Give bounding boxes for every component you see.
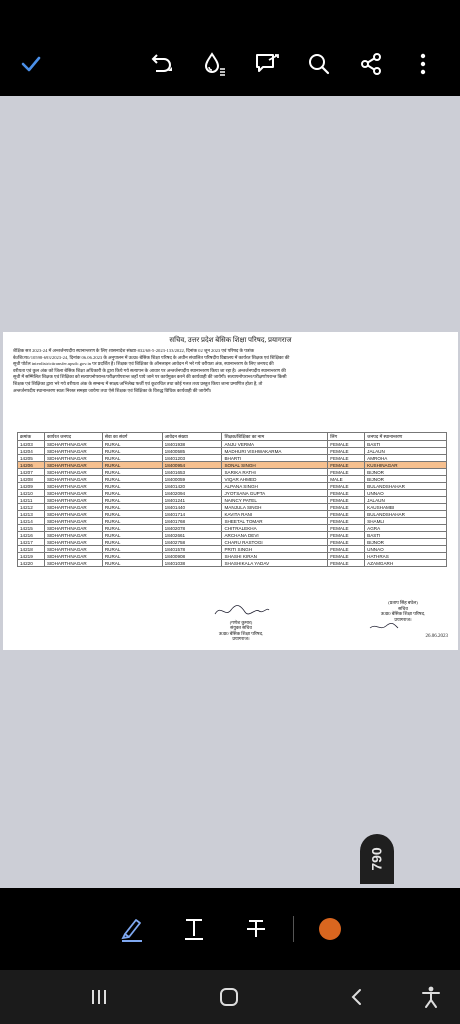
cell-name: SARIKA RATHI bbox=[222, 469, 328, 476]
cell-district: SIDHARTHNAGAR bbox=[44, 462, 102, 469]
cell-gender: FEMALE bbox=[328, 539, 365, 546]
cell-application: 18402094 bbox=[162, 490, 222, 497]
cell-transfer-district: KUSHINAGAR bbox=[365, 462, 447, 469]
table-body bbox=[18, 441, 447, 567]
cell-gender: FEMALE bbox=[328, 483, 365, 490]
table-row bbox=[18, 497, 447, 504]
undo-icon[interactable] bbox=[146, 49, 176, 79]
cell-name: JYOTSANA GUPTA bbox=[222, 490, 328, 497]
table-row bbox=[18, 511, 447, 518]
cell-transfer-district: UNNAO bbox=[365, 490, 447, 497]
table-row bbox=[18, 560, 447, 567]
cell-cadre: RURAL bbox=[102, 448, 162, 455]
table-row bbox=[18, 518, 447, 525]
page-title: सचिव, उत्तर प्रदेश बेसिक शिक्षा परिषद, प्रयागराज bbox=[169, 336, 292, 344]
markup-tools-bar bbox=[0, 888, 460, 970]
share-icon[interactable] bbox=[356, 49, 386, 79]
transfer-table bbox=[17, 432, 447, 567]
table-row bbox=[18, 490, 447, 497]
page-number-text: 790 bbox=[368, 847, 385, 871]
cell-transfer-district: BASTI bbox=[365, 532, 447, 539]
cell-serial: 14218 bbox=[18, 546, 45, 553]
table-row bbox=[18, 448, 447, 455]
cell-name: PRITI SINGH bbox=[222, 546, 328, 553]
color-swatch-icon[interactable] bbox=[315, 914, 345, 944]
cell-gender: FEMALE bbox=[328, 504, 365, 511]
notice-line: शैक्षिक सत्र 2023-24 में अन्तर्जनपदीय स्थानान्तरण के लिए शासनादेश संख्या-832/68-5-2023-133/2022, दिनांक 02 जून 2023 एवं परिषद के पत्रांक bbox=[13, 348, 255, 353]
cell-name: SHASHI KIRAN bbox=[222, 553, 328, 560]
table-row bbox=[18, 462, 447, 469]
signature-secretary bbox=[358, 600, 448, 648]
col-header-district: कार्यरत जनपद bbox=[44, 433, 102, 441]
cell-name: MANJULA SINGH bbox=[222, 504, 328, 511]
cell-gender: FEMALE bbox=[328, 511, 365, 518]
cell-name: SHASHIKALA YADAV bbox=[222, 560, 328, 567]
cell-district: SIDHARTHNAGAR bbox=[44, 490, 102, 497]
cell-cadre: RURAL bbox=[102, 546, 162, 553]
col-header-cadre: सेवा का संवर्ग bbox=[102, 433, 162, 441]
status-bar bbox=[0, 0, 460, 34]
check-icon[interactable] bbox=[16, 49, 46, 79]
cell-gender: FEMALE bbox=[328, 490, 365, 497]
cell-name: BHARTI bbox=[222, 455, 328, 462]
signatory-designation: संयुक्त सचिव bbox=[230, 625, 252, 631]
cell-cadre: RURAL bbox=[102, 504, 162, 511]
table-row bbox=[18, 455, 447, 462]
cell-name: ALPANA SINGH bbox=[222, 483, 328, 490]
signatory-designation: सचिव bbox=[398, 605, 408, 611]
cell-serial: 14215 bbox=[18, 525, 45, 532]
cell-serial: 14216 bbox=[18, 532, 45, 539]
cell-application: 18401038 bbox=[162, 560, 222, 567]
cell-cadre: RURAL bbox=[102, 532, 162, 539]
cell-application: 18400908 bbox=[162, 553, 222, 560]
cell-gender: FEMALE bbox=[328, 546, 365, 553]
cell-gender: FEMALE bbox=[328, 525, 365, 532]
table-row bbox=[18, 539, 447, 546]
cell-name: NAINCY PATEL bbox=[222, 497, 328, 504]
handwritten-signature-left bbox=[211, 604, 271, 618]
cell-transfer-district: BASTI bbox=[365, 441, 447, 448]
signatory-office: उ0प्र0 बेसिक शिक्षा परिषद, bbox=[218, 630, 264, 636]
cell-cadre: RURAL bbox=[102, 469, 162, 476]
cell-application: 18401653 bbox=[162, 469, 222, 476]
cell-district: SIDHARTHNAGAR bbox=[44, 476, 102, 483]
document-viewer[interactable] bbox=[0, 96, 460, 888]
cell-application: 18402758 bbox=[162, 539, 222, 546]
cell-serial: 14208 bbox=[18, 476, 45, 483]
table-row bbox=[18, 525, 447, 532]
cell-transfer-district: JALAUN bbox=[365, 448, 447, 455]
table-row bbox=[18, 553, 447, 560]
cell-name: MADHURI VISHWAKARMA bbox=[222, 448, 328, 455]
cell-cadre: RURAL bbox=[102, 518, 162, 525]
cell-gender: MALE bbox=[328, 476, 365, 483]
cell-application: 18400954 bbox=[162, 462, 222, 469]
cell-application: 18401440 bbox=[162, 504, 222, 511]
cell-district: SIDHARTHNAGAR bbox=[44, 448, 102, 455]
comment-icon[interactable] bbox=[252, 49, 282, 79]
cell-district: SIDHARTHNAGAR bbox=[44, 441, 102, 448]
notice-line: अन्तर्जनपदीय स्थानान्तरण स्वतः निरस्त समझा जायेगा तथा ऐसे शिक्षक एवं शिक्षिका के विरुद्ध विधिक कार्यवाही की जायेगी। bbox=[13, 387, 212, 393]
table-row bbox=[18, 546, 447, 553]
cell-name: ARCHANA DEVI bbox=[222, 532, 328, 539]
cell-application: 18402661 bbox=[162, 532, 222, 539]
cell-application: 18401203 bbox=[162, 455, 222, 462]
cell-district: SIDHARTHNAGAR bbox=[44, 455, 102, 462]
cell-transfer-district: AGRA bbox=[365, 525, 447, 532]
cell-name: VIQAR AHMED bbox=[222, 476, 328, 483]
cell-district: SIDHARTHNAGAR bbox=[44, 511, 102, 518]
table-header-row bbox=[18, 433, 447, 441]
cell-transfer-district: AZAMGARH bbox=[365, 560, 447, 567]
accessibility-icon[interactable] bbox=[416, 982, 446, 1012]
cell-application: 18401938 bbox=[162, 441, 222, 448]
cell-transfer-district: BULANDSHAHAR bbox=[365, 511, 447, 518]
cell-cadre: RURAL bbox=[102, 476, 162, 483]
signatory-office: उ0प्र0 बेसिक शिक्षा परिषद, bbox=[380, 611, 426, 617]
cell-district: SIDHARTHNAGAR bbox=[44, 546, 102, 553]
cell-gender: FEMALE bbox=[328, 518, 365, 525]
cell-serial: 14220 bbox=[18, 560, 45, 567]
cell-transfer-district: BULANDSHAHAR bbox=[365, 483, 447, 490]
cell-district: SIDHARTHNAGAR bbox=[44, 539, 102, 546]
cell-serial: 14214 bbox=[18, 518, 45, 525]
cell-transfer-district: BIJNOR bbox=[365, 539, 447, 546]
cell-gender: FEMALE bbox=[328, 462, 365, 469]
cell-transfer-district: AMROHA bbox=[365, 455, 447, 462]
table-row bbox=[18, 504, 447, 511]
system-navigation-bar bbox=[0, 970, 460, 1024]
cell-district: SIDHARTHNAGAR bbox=[44, 532, 102, 539]
table-row bbox=[18, 532, 447, 539]
notice-line: वरीयता एवं कुल अंक को जिला बेसिक शिक्षा अधिकारी के द्वारा किये गये सत्यापन के आधार पर अन्तर्जनपदीय स्थानान्तरण किया जा रहा है। अन्तर्जनपदीय स्थानान्तरण की bbox=[13, 367, 286, 373]
cell-district: SIDHARTHNAGAR bbox=[44, 553, 102, 560]
home-icon[interactable] bbox=[214, 982, 244, 1012]
cell-serial: 14211 bbox=[18, 497, 45, 504]
cell-district: SIDHARTHNAGAR bbox=[44, 497, 102, 504]
table-row bbox=[18, 469, 447, 476]
highlighter-icon[interactable] bbox=[117, 914, 147, 944]
cell-transfer-district: SHAMLI bbox=[365, 518, 447, 525]
cell-name: KAVITA RANI bbox=[222, 511, 328, 518]
cell-name: SHEETAL TOMAR bbox=[222, 518, 328, 525]
signatory-name: (गणेश कुमार) bbox=[229, 619, 253, 625]
cell-cadre: RURAL bbox=[102, 525, 162, 532]
page-number-indicator[interactable] bbox=[360, 834, 394, 884]
table-row bbox=[18, 476, 447, 483]
cell-transfer-district: BIJNOR bbox=[365, 476, 447, 483]
notice-line: सूची पोर्टल interdistricttransfer.upsdc.gov.in पर प्रदर्शित है। शिक्षक एवं शिक्षिका के ऑनलाइन आवेदन में भरे गये वरीयता अंक, स्थानान्तरण के लिए जनपद की bbox=[13, 361, 274, 367]
cell-cadre: RURAL bbox=[102, 511, 162, 518]
cell-serial: 14209 bbox=[18, 483, 45, 490]
cell-gender: FEMALE bbox=[328, 469, 365, 476]
cell-serial: 14219 bbox=[18, 553, 45, 560]
cell-transfer-district: UNNAO bbox=[365, 546, 447, 553]
signature-joint-secretary bbox=[201, 604, 281, 648]
cell-cadre: RURAL bbox=[102, 490, 162, 497]
strikethrough-icon[interactable] bbox=[241, 914, 271, 944]
cell-name: CHARU RASTOGI bbox=[222, 539, 328, 546]
notice-line: सूची में सम्मिलित शिक्षक एवं शिक्षिका को सत्यापनोपरान्त/परीक्षणोपरान्त जहाँ पाये जाने पर कार्यमुक्त करने की कार्यवाही की जायेगी। सत्यापनोपरान्त/परीक्षणोपरान्त किसी bbox=[13, 374, 287, 380]
cell-serial: 14217 bbox=[18, 539, 45, 546]
cell-serial: 14204 bbox=[18, 448, 45, 455]
back-icon[interactable] bbox=[342, 982, 372, 1012]
cell-cadre: RURAL bbox=[102, 483, 162, 490]
cell-application: 18401714 bbox=[162, 511, 222, 518]
cell-serial: 14212 bbox=[18, 504, 45, 511]
cell-application: 18400059 bbox=[162, 476, 222, 483]
cell-application: 18401768 bbox=[162, 518, 222, 525]
cell-gender: FEMALE bbox=[328, 441, 365, 448]
tool-divider bbox=[293, 916, 294, 942]
more-icon[interactable] bbox=[408, 49, 438, 79]
recents-icon[interactable] bbox=[84, 982, 114, 1012]
notice-line: शिक्षक एवं शिक्षिका द्वारा भरे गये वरीयता अंक के सम्बन्ध में साक्ष्य/अभिलेख फर्जी एवं कूटरचित तथा कोई गलत तथ्य प्रस्तुत किया जाना प्रमाणित होता है, तो bbox=[13, 380, 263, 386]
cell-transfer-district: BIJNOR bbox=[365, 469, 447, 476]
cell-serial: 14210 bbox=[18, 490, 45, 497]
cell-district: SIDHARTHNAGAR bbox=[44, 518, 102, 525]
handwritten-signature-right bbox=[368, 622, 438, 632]
col-header-transfer-district: जनपद में स्थानान्तरण bbox=[365, 433, 447, 441]
cell-district: SIDHARTHNAGAR bbox=[44, 504, 102, 511]
cell-district: SIDHARTHNAGAR bbox=[44, 525, 102, 532]
col-header-gender: लिंग bbox=[328, 433, 365, 441]
cell-district: SIDHARTHNAGAR bbox=[44, 560, 102, 567]
signatory-city: प्रयागराज। bbox=[394, 616, 412, 622]
cell-name: SONAL SINGH bbox=[222, 462, 328, 469]
table-row bbox=[18, 441, 447, 448]
cell-cadre: RURAL bbox=[102, 462, 162, 469]
cell-application: 18402078 bbox=[162, 525, 222, 532]
notice-line: बे0शि0प0/10598-693/2023-24, दिनांक 06.06.2023 के अनुपालन में उ0प्र0 बेसिक शिक्षा परिषद के अधीन संचालित परिषदीय विद्यालय में कार्यरत शिक्षक एवं शिक्षिका की bbox=[13, 354, 290, 360]
cell-district: SIDHARTHNAGAR bbox=[44, 469, 102, 476]
table-row bbox=[18, 483, 447, 490]
cell-transfer-district: JALAUN bbox=[365, 497, 447, 504]
cell-serial: 14213 bbox=[18, 511, 45, 518]
col-header-application: आवेदन संख्या bbox=[162, 433, 222, 441]
cell-serial: 14206 bbox=[18, 462, 45, 469]
cell-gender: FEMALE bbox=[328, 553, 365, 560]
cell-application: 18401578 bbox=[162, 546, 222, 553]
cell-cadre: RURAL bbox=[102, 560, 162, 567]
text-icon[interactable] bbox=[179, 914, 209, 944]
cell-transfer-district: HATHRAS bbox=[365, 553, 447, 560]
col-header-name: शिक्षक/शिक्षिका का नाम bbox=[222, 433, 328, 441]
cell-gender: FEMALE bbox=[328, 497, 365, 504]
cell-gender: FEMALE bbox=[328, 448, 365, 455]
cell-name: ANJU VERMA bbox=[222, 441, 328, 448]
cell-application: 18401420 bbox=[162, 483, 222, 490]
cell-name: CHITRALEKHA bbox=[222, 525, 328, 532]
signature-date: 26.06.2023 bbox=[425, 633, 448, 639]
cell-application: 18400585 bbox=[162, 448, 222, 455]
cell-cadre: RURAL bbox=[102, 441, 162, 448]
ink-drop-icon[interactable] bbox=[199, 49, 229, 79]
annotation-toolbar bbox=[0, 34, 460, 96]
cell-application: 18401241 bbox=[162, 497, 222, 504]
signatory-city: प्रयागराज। bbox=[232, 636, 250, 642]
notice-paragraph bbox=[13, 348, 450, 420]
cell-gender: FEMALE bbox=[328, 455, 365, 462]
cell-transfer-district: KAUSHAMBI bbox=[365, 504, 447, 511]
cell-gender: FEMALE bbox=[328, 532, 365, 539]
cell-cadre: RURAL bbox=[102, 553, 162, 560]
cell-cadre: RURAL bbox=[102, 539, 162, 546]
col-header-serial: क्रमांक bbox=[18, 433, 45, 441]
cell-serial: 14207 bbox=[18, 469, 45, 476]
pdf-page[interactable] bbox=[3, 332, 458, 650]
cell-cadre: RURAL bbox=[102, 455, 162, 462]
cell-district: SIDHARTHNAGAR bbox=[44, 483, 102, 490]
cell-cadre: RURAL bbox=[102, 497, 162, 504]
cell-gender: FEMALE bbox=[328, 560, 365, 567]
cell-serial: 14203 bbox=[18, 441, 45, 448]
cell-serial: 14205 bbox=[18, 455, 45, 462]
search-icon[interactable] bbox=[304, 49, 334, 79]
signatory-name: (प्रताप सिंह बघेल) bbox=[388, 600, 418, 605]
